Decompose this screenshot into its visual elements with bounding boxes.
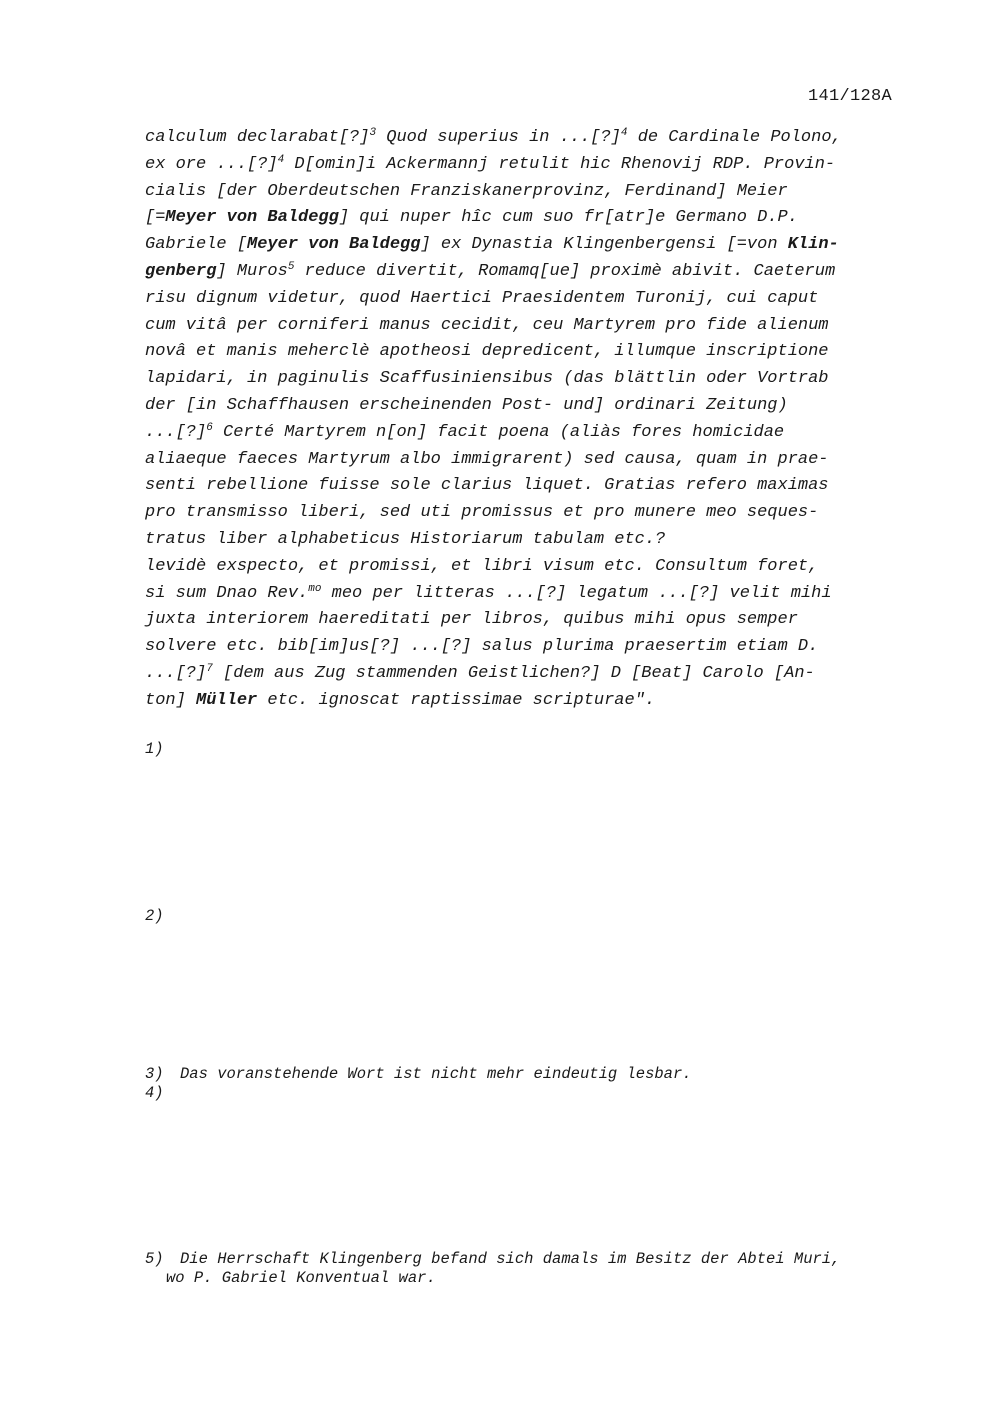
text-line: ...[?]$^6$ Certé Martyrem n[on] facit poena (aliàs fores homicidae xyxy=(145,421,785,442)
text-line: cialis [der Oberdeutschen Franziskanerprovinz, Ferdinand] Meier xyxy=(145,181,788,201)
place-name: genberg xyxy=(145,261,217,281)
place-name: Klin- xyxy=(787,235,839,255)
text-line: calculum declarabat[?]$^3$ Quod superius in ...[?]$^4$ de Cardinale Polono, xyxy=(145,127,842,147)
footnote-4 xyxy=(145,1084,925,1103)
text-line: levidè exspecto, et promissi, et libri visum etc. Consultum foret, xyxy=(145,556,819,576)
text-line: der [in Schaffhausen erscheinenden Post- und] ordinari Zeitung) xyxy=(145,395,788,415)
text-line: si sum Dnao Rev.$^{mo}$ meo per litteras ...[?] legatum ...[?] velit mihi xyxy=(145,582,832,603)
text-line: ex ore ...[?]$^4$ D[omin]i Ackermannj retulit hic Rhenovij RDP. Provin- xyxy=(145,153,836,174)
text-line: Gabriele [Meyer von Baldegg] ex Dynastia Klingenbergensi [=von Klin- xyxy=(145,235,839,255)
page-number: 141/128A xyxy=(808,87,893,106)
text-line: risu dignum videtur, quod Haertici Praesidentem Turonij, cui caput xyxy=(145,288,819,308)
footnote-number: 3) xyxy=(145,1065,164,1083)
footnote-ref: 4 xyxy=(277,153,285,166)
footnote-ref: 5 xyxy=(287,260,295,273)
person-name: Meyer von Baldegg xyxy=(165,208,339,228)
footnote-5 xyxy=(145,1250,925,1288)
text-line: genberg] Muros$^5$ reduce divertit, Romamq[ue] proximè abivit. Caeterum xyxy=(145,260,836,281)
person-name: Müller xyxy=(196,690,258,710)
footnote-text-continued: wo P. Gabriel Konventual war. xyxy=(166,1269,436,1287)
text-line: pro transmisso liberi, sed uti promissus et pro munere meo seques- xyxy=(145,503,819,523)
text-line: lapidari, in paginulis Scaffusiniensibus (das blättlin oder Vortrab xyxy=(145,369,829,389)
footnote-ref: 6 xyxy=(206,421,213,434)
footnote-number: 5) xyxy=(145,1250,164,1268)
footnote-2 xyxy=(145,907,925,926)
letter-transcription xyxy=(145,125,925,715)
footnote-text: Das voranstehende Wort ist nicht mehr eindeutig lesbar. xyxy=(180,1065,692,1083)
footnote-number: 1) xyxy=(145,740,164,758)
text-line: aliaeque faeces Martyrum albo immigrarent) sed causa, quam in prae- xyxy=(145,449,829,469)
text-line: novâ et manis meherclè apotheosi depredicent, illumque inscriptione xyxy=(145,342,829,362)
text-line: ton] Müller etc. ignoscat raptissimae scripturae". xyxy=(145,690,656,710)
text-line: ...[?]$^7$ [dem aus Zug stammenden Geistlichen?] D [Beat] Carolo [An- xyxy=(145,662,815,683)
text-line: cum vitâ per corniferi manus cecidit, ceu Martyrem pro fide alienum xyxy=(145,315,829,335)
footnote-1 xyxy=(145,740,925,759)
text-line: juxta interiorem haereditati per libros, quibus mihi opus semper xyxy=(145,610,798,630)
footnote-ref: 4 xyxy=(620,127,628,139)
text-line: solvere etc. bib[im]us[?] ...[?] salus plurima praesertim etiam D. xyxy=(145,637,819,657)
footnote-number: 4) xyxy=(145,1084,164,1102)
footnote-number: 2) xyxy=(145,907,164,925)
footnote-ref: 7 xyxy=(206,662,213,675)
person-name: Meyer von Baldegg xyxy=(247,235,421,255)
text-line: tratus liber alphabeticus Historiarum tabulam etc.? xyxy=(145,529,666,549)
footnote-ref: 3 xyxy=(369,127,377,139)
footnote-text: Die Herrschaft Klingenberg befand sich damals im Besitz der Abtei Muri, xyxy=(180,1250,841,1268)
superscript-abbrev: mo xyxy=(308,582,322,595)
footnote-3 xyxy=(145,1065,925,1084)
text-line: [=Meyer von Baldegg] qui nuper hîc cum suo fr[atr]e Germano D.P. xyxy=(145,208,798,228)
text-line: senti rebellione fuisse sole clarius liquet. Gratias refero maximas xyxy=(145,476,829,496)
